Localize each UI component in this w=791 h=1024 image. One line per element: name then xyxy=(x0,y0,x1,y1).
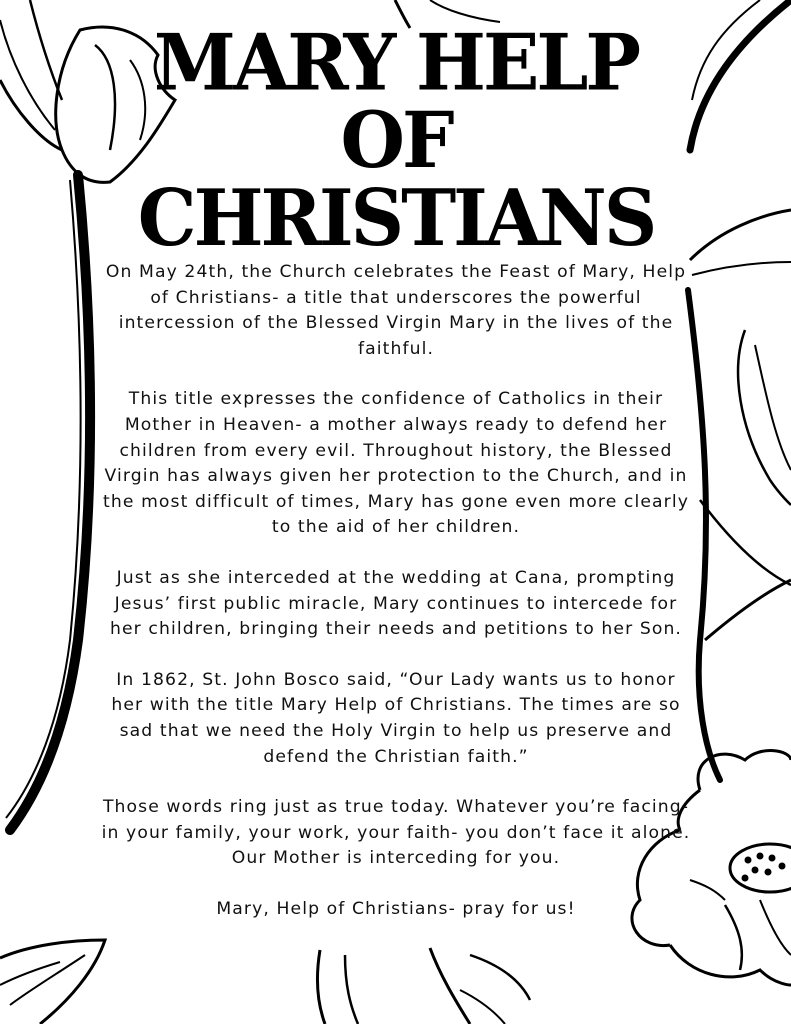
paragraph: In 1862, St. John Bosco said, “Our Lady wants us to honor her with the title Mary Help of Christians. The times are so sad that we need the Holy Virgin to help us preserve and defend the Christian faith.” xyxy=(111,669,681,767)
title-line: MARY HELP xyxy=(153,18,639,109)
closing-prayer: Mary, Help of Christians- pray for us! xyxy=(216,898,576,919)
body-text xyxy=(100,260,692,922)
flyer-content xyxy=(100,18,692,922)
paragraph: This title expresses the confidence of Catholics in their Mother in Heaven- a mother always ready to defend her children from every evil. Throughout history, the Blessed Virgin has always given her protection to the Church, and in the most difficult of times, Mary has gone even more clearly to the aid of her children. xyxy=(103,389,689,538)
page-title xyxy=(100,18,692,264)
title-line: OF xyxy=(340,95,452,187)
leaf-icon xyxy=(688,0,791,780)
paragraph: On May 24th, the Church celebrates the Feast of Mary, Help of Christians- a title that underscores the powerful intercession of the Blessed Virgin Mary in the lives of the faithful. xyxy=(105,262,687,359)
paragraph: Those words ring just as true today. Whatever you’re facing- in your family, your work, your faith- you don’t face it alone. Our Mother is interceding for you. xyxy=(101,797,691,869)
paragraph: Just as she interceded at the wedding at Cana, prompting Jesus’ first public miracle, Mary continues to intercede for her children, bringing their needs and petitions to her Son. xyxy=(110,567,682,640)
title-line: CHRISTIANS xyxy=(137,173,655,264)
